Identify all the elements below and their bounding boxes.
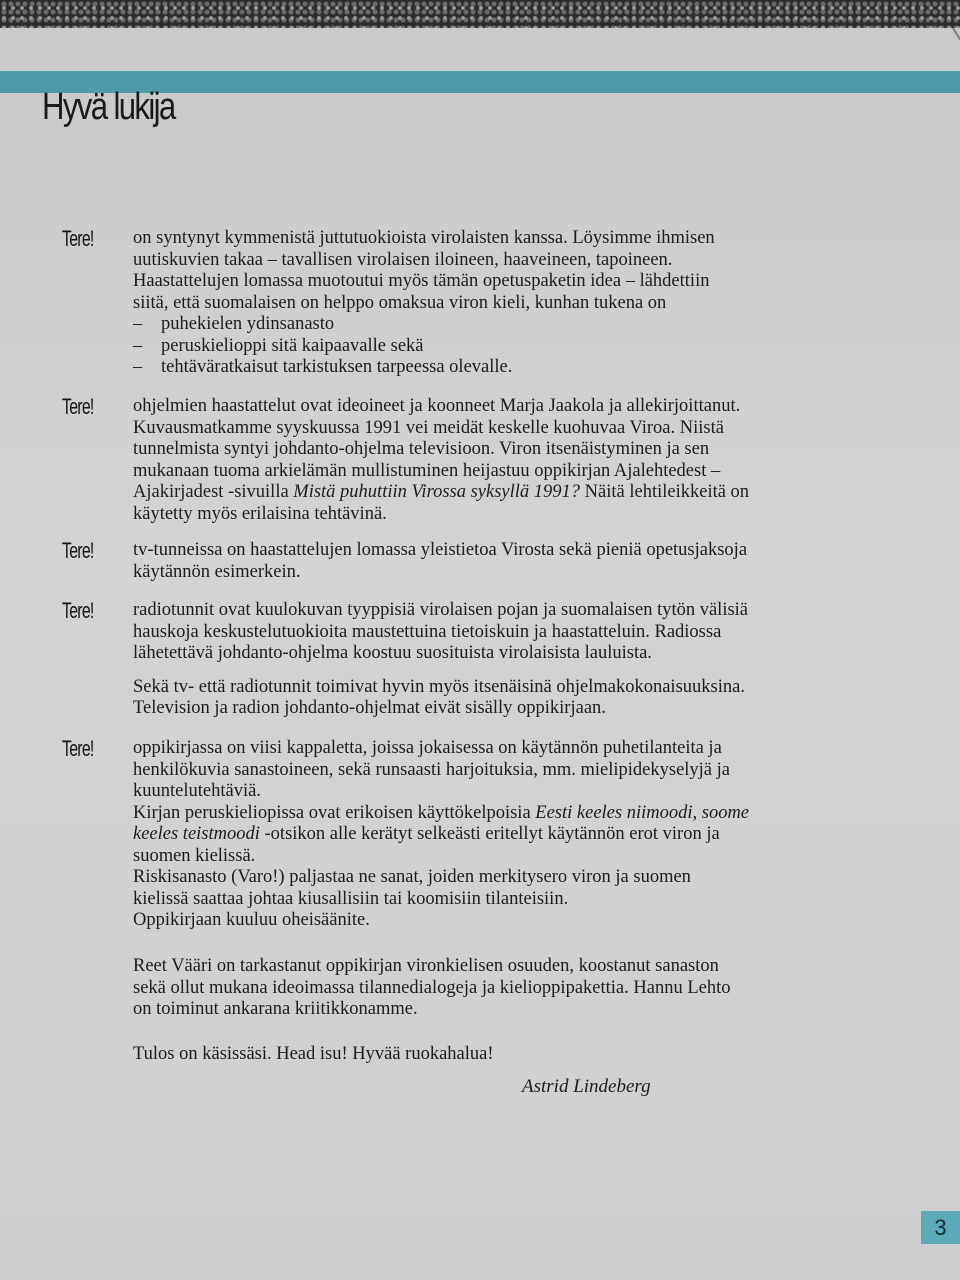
text-line: käytännön esimerkein. <box>133 561 301 582</box>
text-span: Kirjan peruskieliopissa ovat erikoisen käyttökelpoisia <box>133 802 536 823</box>
text-line: on toiminut ankarana kriitikkonamme. <box>133 999 418 1019</box>
text-line: tv-tunneissa on haastattelujen lomassa yleistietoa Virosta sekä pieniä opetusjaksoja <box>133 540 748 560</box>
page-crease <box>952 27 960 59</box>
text-line: Oppikirjaan kuuluu oheisäänite. <box>133 910 370 930</box>
text-line: tunnelmista syntyi johdanto-ohjelma televisioon. Viron itsenäistyminen ja sen <box>133 439 710 459</box>
page-number-tab: 3 <box>921 1211 960 1244</box>
text-line: Haastattelujen lomassa muotoutui myös tämän opetuspaketin idea – lähdettiin <box>133 271 710 291</box>
text-line <box>133 803 853 825</box>
text-line: radiotunnit ovat kuulokuvan tyyppisiä virolaisen pojan ja suomalaisen tytön välisiä <box>133 600 749 620</box>
text-line: oppikirjassa on viisi kappaletta, joissa jokaisessa on käytännön puhetilanteita ja <box>133 738 722 758</box>
section-label: Tere! <box>62 538 94 563</box>
text-line: siitä, että suomalaisen on helppo omaksua viron kieli, kunhan tukena on <box>133 292 667 313</box>
section-label: Tere! <box>62 226 94 251</box>
text-line: sekä ollut mukana ideoimassa tilannedialogeja ja kielioppipakettia. Hannu Lehto <box>133 977 731 998</box>
section-label: Tere! <box>62 598 94 623</box>
text-line: kielissä saattaa johtaa kiusallisiin tai koomisiin tilanteisiin. <box>133 888 569 909</box>
text-line: henkilökuvia sanastoineen, sekä runsaasti harjoituksia, mm. mielipidekyselyjä ja <box>133 759 730 780</box>
text-line: Riskisanasto (Varo!) paljastaa ne sanat, joiden merkitysero viron ja suomen <box>133 867 691 887</box>
page-title: Hyvä lukija <box>42 86 175 128</box>
closing-text <box>133 1044 853 1066</box>
text-line: Reet Vääri on tarkastanut oppikirjan vironkielisen osuuden, koostanut sanaston <box>133 956 719 976</box>
text-line: mukanaan tuoma arkielämän mullistuminen heijastuu oppikirjan Ajalehtedest – <box>133 460 721 481</box>
text-line <box>133 482 853 504</box>
text-line: hauskoja keskustelutuokioita maustettuina tietoiskuin ja haastatteluin. Radiossa <box>133 621 722 642</box>
text-line: Kuvausmatkamme syyskuussa 1991 vei meidät keskelle kuohuvaa Viroa. Niistä <box>133 417 724 438</box>
list-item-text: puhekielen ydinsanasto <box>161 314 335 334</box>
section-label: Tere! <box>62 736 94 761</box>
background-fabric <box>0 0 960 30</box>
italic-title: Eesti keeles niimoodi, soome <box>535 802 750 823</box>
text-line: ohjelmien haastattelut ovat ideoineet ja koonneet Marja Jaakola ja allekirjoittanut. <box>133 396 741 416</box>
text-line: lähetettävä johdanto-ohjelma koostuu suosituista virolaisista lauluista. <box>133 643 652 663</box>
italic-title: Mistä puhuttiin Virossa syksyllä 1991? <box>293 482 581 502</box>
dash-bullet-icon: – <box>133 335 143 356</box>
text-line: on syntynyt kymmenistä juttutuokioista virolaisten kanssa. Löysimme ihmisen <box>133 228 715 248</box>
list-item <box>133 357 853 379</box>
section-text <box>133 600 853 720</box>
list-item-text: peruskielioppi sitä kaipaavalle sekä <box>161 335 424 356</box>
text-line: uutiskuvien takaa – tavallisen virolaisen iloineen, haaveineen, tapoineen. <box>133 249 673 270</box>
section-text <box>133 738 853 932</box>
list-item <box>133 336 853 358</box>
section-text <box>133 540 853 583</box>
text-line: Sekä tv- että radiotunnit toimivat hyvin myös itsenäisinä ohjelmakokonaisuuksina. <box>133 676 745 697</box>
list-item-text: tehtäväratkaisut tarkistuksen tarpeessa olevalle. <box>161 357 513 377</box>
section-text <box>133 228 853 379</box>
credits-text <box>133 956 853 1021</box>
text-line: suomen kielissä. <box>133 845 256 866</box>
text-line: käytetty myös erilaisina tehtävinä. <box>133 503 387 524</box>
list-item <box>133 314 853 336</box>
dash-bullet-icon: – <box>133 314 143 334</box>
section-text <box>133 396 853 525</box>
section-label: Tere! <box>62 394 94 419</box>
text-line <box>133 824 853 846</box>
author-signature: Astrid Lindeberg <box>522 1076 651 1097</box>
text-span: Ajakirjadest -sivuilla <box>133 482 294 502</box>
text-line: Tulos on käsissäsi. Head isu! Hyvää ruokahalua! <box>133 1044 494 1064</box>
text-span: -otsikon alle kerätyt selkeästi eritellyt käytännön erot viron ja <box>259 824 720 844</box>
text-span: Näitä lehtileikkeitä on <box>580 482 750 502</box>
italic-title: keeles teistmoodi <box>133 824 260 844</box>
dash-bullet-icon: – <box>133 357 143 377</box>
text-line: kuuntelutehtäviä. <box>133 781 261 801</box>
text-line: Television ja radion johdanto-ohjelmat eivät sisälly oppikirjaan. <box>133 698 606 718</box>
